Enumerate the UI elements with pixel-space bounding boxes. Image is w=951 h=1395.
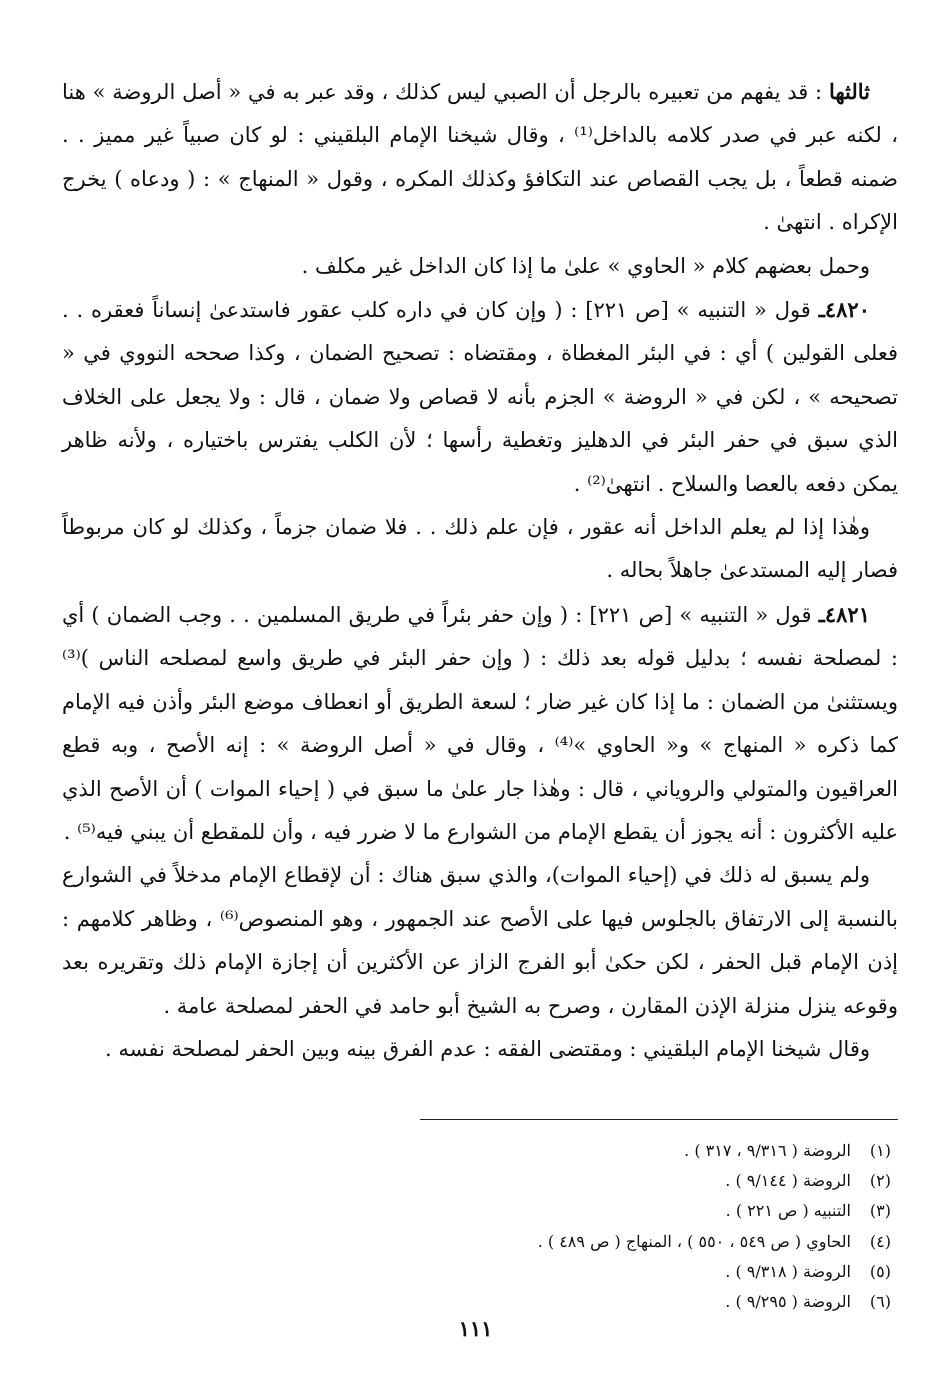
paragraph-5	[62, 593, 898, 854]
page-number: ١١١	[458, 1316, 493, 1341]
paragraph-7	[62, 1028, 898, 1071]
footnote	[391, 1136, 891, 1166]
footnote-text: الروضة ( ٩/١٤٤ ) .	[725, 1171, 851, 1191]
footnote-text: الروضة ( ٩/٣١٦ ، ٣١٧ ) .	[684, 1141, 851, 1160]
footnote	[391, 1227, 891, 1257]
para-2-text: وحمل بعضهم كلام « الحاوي » علىٰ ما إذا كان الداخل غير مكلف .	[301, 253, 870, 278]
paragraph-2	[62, 245, 898, 288]
para-5-text: قول « التنبيه » [ص ٢٢١] : ( وإن حفر بئراً في طريق المسلمين . . وجب الضمان ) أي : لمصلحة نفسه ؛ بدليل قوله بعد ذلك : ( وإن حفر البئر في طريق واسع لمصلحه الناس )⁽³⁾ ويستثنىٰ من الضمان : ما إذا كان غير ضار ؛ لسعة الطريق أو انعطاف موضع البئر وأذن فيه الإمام كما ذكره « المنهاج » و« الحاوي »⁽⁴⁾ ، وقال في « أصل الروضة » : إنه الأصح ، وبه قطع العراقيون والمتولي والروياني ، قال : وهٰذا جار علىٰ ما سبق في ( إحياء الموات ) أن الأصح الذي عليه الأكثرون : أنه يجوز أن يقطع الإمام من الشوارع ما لا ضرر فيه ، وأن للمقطع أن يبني فيه⁽⁵⁾ .	[62, 602, 898, 844]
footnote-number: (٦)	[869, 1292, 891, 1312]
footnote	[391, 1166, 891, 1196]
issue-number-4821: ٤٨٢١ـ	[818, 601, 870, 627]
footnote-text: الروضة ( ٩/٢٩٥ ) .	[725, 1292, 851, 1312]
paragraph-6	[62, 854, 898, 1028]
footnote-number: (٣)	[869, 1201, 891, 1221]
para-3-text: قول « التنبيه » [ص ٢٢١] : ( وإن كان في داره كلب عقور فاستدعىٰ إنساناً فعقره . . فعلى القولين ) أي : في البئر المغطاة ، ومقتضاه : تصحيح الضمان ، وكذا صححه النووي في « تصحيحه » ، لكن في « الروضة » الجزم بأنه لا قصاص ولا ضمان ، قال : ولا يجعل على الخلاف الذي سبق في حفر البئر في الدهليز وتغطية رأسها ؛ لأن الكلب يفترس باختياره ، ولأنه ظاهر يمكن دفعه بالعصا والسلاح . انتهىٰ⁽²⁾ .	[62, 298, 898, 496]
main-text	[62, 70, 898, 1071]
paragraph-1	[62, 70, 898, 245]
footnote	[391, 1257, 891, 1287]
paragraph-4	[62, 506, 898, 593]
para-6-text: ولم يسبق له ذلك في (إحياء الموات)، والذي سبق هناك : أن لإقطاع الإمام مدخلاً في الشوارع بالنسبة إلى الارتفاق بالجلوس فيها على الأصح عند الجمهور ، وهو المنصوص⁽⁶⁾ ، وظاهر كلامهم : إذن الإمام قبل الحفر ، لكن حكىٰ أبو الفرج الزاز عن الأكثرين أن إجازة الإمام ذلك وتقريره بعد وقوعه ينزل منزلة الإذن المقارن ، وصرح به الشيخ أبو حامد في الحفر لمصلحة عامة .	[62, 863, 899, 1018]
issue-number-4820: ٤٨٢٠ـ	[818, 297, 870, 323]
footnote-separator	[420, 1119, 898, 1120]
footnote-number: (٤)	[869, 1231, 891, 1251]
footnote-number: (١)	[869, 1141, 891, 1160]
footnote	[391, 1287, 891, 1317]
paragraph-3	[62, 288, 898, 506]
para-1-text: : قد يفهم من تعبيره بالرجل أن الصبي ليس كذلك ، وقد عبر به في « أصل الروضة » هنا ، لكنه عبر في صدر كلامه بالداخل⁽¹⁾ ، وقال شيخنا الإمام البلقيني : لو كان صبياً غير مميز . . ضمنه قطعاً ، بل يجب القصاص عند التكافؤ وكذلك المكره ، وقول « المنهاج » : ( ودعاه ) يخرج الإكراه . انتهىٰ .	[62, 80, 898, 235]
footnote-number: (٥)	[869, 1261, 891, 1281]
footnote	[391, 1196, 891, 1226]
para-7-text: وقال شيخنا الإمام البلقيني : ومقتضى الفقه : عدم الفرق بينه وبين الحفر لمصلحة نفسه .	[105, 1036, 870, 1061]
footnote-text: التنبيه ( ص ٢٢١ ) .	[725, 1201, 851, 1221]
footnotes	[391, 1136, 891, 1317]
footnote-text: الروضة ( ٩/٣١٨ ) .	[725, 1261, 851, 1281]
para-1-lead: ثالثها	[828, 79, 870, 104]
footnote-text: الحاوي ( ص ٥٤٩ ، ٥٥٠ ) ، المنهاج ( ص ٤٨٩ ) .	[537, 1231, 851, 1251]
para-4-text: وهٰذا إذا لم يعلم الداخل أنه عقور ، فإن علم ذلك . . فلا ضمان جزماً ، وكذلك لو كان مربوطاً فصار إليه المستدعىٰ جاهلاً بحاله .	[62, 515, 898, 583]
footnote-number: (٢)	[869, 1171, 891, 1191]
